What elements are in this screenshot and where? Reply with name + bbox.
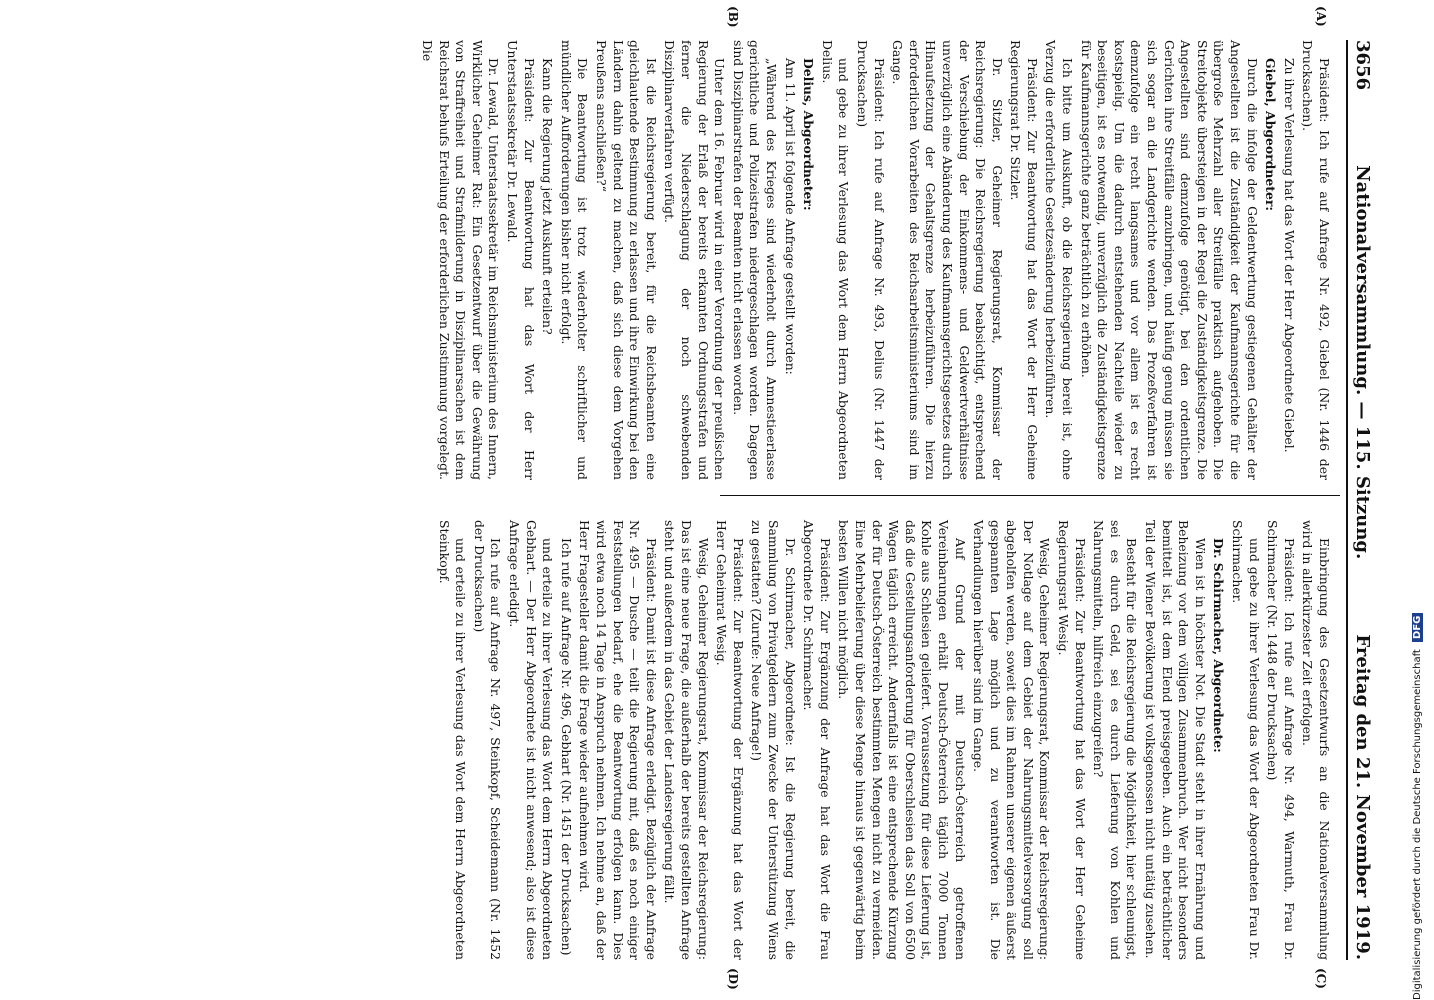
- paragraph: Präsident: Ich rufe auf Anfrage Nr. 493, Delius (Nr. 1447 der Drucksachen): [854, 40, 887, 480]
- paragraph: und gebe zu ihrer Verlesung das Wort der Abgeordneten Frau Dr. Schirmacher.: [1230, 520, 1262, 960]
- margin-marker-b: (B): [726, 6, 740, 28]
- paragraph: Wesig, Geheimer Regierungsrat, Kommissar der Reichsregierung: Das ist eine neue Frage, die außerhalb der bereits gestellten Anfrage steht und außerdem in das Gebiet der Landesregierung fällt.: [662, 520, 711, 960]
- paragraph: Präsident: Zur Ergänzung der Anfrage hat das Wort die Frau Abgeordnete Dr. Schirmacher.: [801, 520, 833, 960]
- dfg-badge: DFG: [1412, 613, 1423, 642]
- speaker-line: Giebel, Abgeordneter:: [1263, 58, 1279, 211]
- paragraph: Wien ist in höchster Not. Die Stadt steht in ihrer Ernährung und Beheizung vor dem völligen Zusammenbruch. Wer nicht besonders bemittelt ist, ist dem Elend preisgegeben. Auch ein beträchtlicher Teil der Wiener Bevölkerung ist volksgenossen nicht untätig zusehen.: [1143, 520, 1208, 960]
- paragraph: Zu ihrer Verlesung hat das Wort der Herr Abgeordnete Giebel.: [1281, 58, 1297, 453]
- paragraph: Einbringung des Gesetzentwurfs an die Nationalversammlung wird in allerkürzester Zeit erfolgen.: [1300, 520, 1332, 960]
- paragraph: Ich rufe auf Anfrage Nr. 497, Steinkopf, Scheidemann (Nr. 1452 der Drucksachen): [471, 520, 504, 960]
- footer-note: Digitalisierung gefördert durch die Deutsche Forschungsgemeinschaft: [1412, 649, 1423, 1000]
- paragraph: Besteht für die Reichsregierung die Möglichkeit, hier schleunigst, sei es durch Geld, sei es durch Lieferung von Kohlen und Nahrungsmitteln, hilfreich einzugreifen?: [1091, 520, 1140, 960]
- paragraph: Dr. Sitzler, Geheimer Regierungsrat, Kommissar der Reichsregierung: Die Reichsregierung beabsichtigt, entsprechend der Verschiebung der Einkommens- und Geldwertverhältnisse unverzüglich eine Abänderung des Kaufmannsgerichtsgesetzes durch Hinaufsetzung der Gehaltsgrenze herbeizuführen. Die hierzu erforderlichen Vorarbeiten des Reichsarbeitsministeriums sind im Gange.: [890, 40, 1005, 480]
- page-number: 3656: [1352, 40, 1373, 91]
- paragraph: Ich rufe auf Anfrage Nr. 496, Gebhart (Nr. 1451 der Drucksachen): [558, 538, 574, 956]
- paragraph: Durch die infolge der Geldentwertung gestiegenen Gehälter der Angestellten ist die Zuständigkeit der Kaufmannsgerichte für die übergroße Mehrzahl aller Streitfälle praktisch aufgehoben. Die Streitobjekte übersteigen in der Regel die Zuständigkeitsgrenze. Die Angestellten sind demzufolge genötigt, bei den ordentlichen Gerichten ihre Streitfälle anzubringen, und häufig genug müssen sie sich sogar an die Landgerichte wenden. Das Prozeßverfahren ist demzufolge ein recht langsames und vor allem ist es recht kostspielig. Um die dadurch entstehenden Nachteile wieder zu beseitigen, ist es notwendig, unverzüglich die Zuständigkeitsgrenze für Kaufmannsgerichte ganz beträchtlich zu erhöhen.: [1078, 40, 1260, 480]
- paragraph: Dr. Lewald, Unterstaatssekretär im Reichsministerium des Innern, Wirklicher Geheimer Rat: Ein Gesetzentwurf über die Gewährung von Straffreiheit und Strafmilderung in Disziplinarsachen ist dem Reichsrat behufs Erteilung der erforderlichen Zustimmung vorgelegt. Die: [420, 40, 502, 480]
- left-text-column: [417, 40, 1332, 480]
- paragraph: und gebe zu ihrer Verlesung das Wort dem Herrn Abgeordneten Delius.: [819, 40, 852, 480]
- paragraph: Präsident: Zur Beantwortung hat das Wort der Herr Unterstaatssekretär Dr. Lewald.: [505, 40, 537, 480]
- paragraph: Präsident: Zur Beantwortung der Ergänzung hat das Wort der Herr Geheimrat Wesig.: [714, 520, 746, 960]
- page-header: [1346, 40, 1380, 960]
- paragraph: Dr. Schirmacher, Abgeordnete: Ist die Regierung bereit, die Sammlung von Privatgeldern zum Zwecke der Unterstützung Wiens zu gestatten? (Zurufe: Neue Anfrage!): [749, 520, 798, 960]
- margin-marker-c: (C): [1314, 968, 1328, 989]
- paragraph: und erteile zu ihrer Verlesung das Wort dem Herrn Abgeordneten Gebhart. — Der Herr Abgeordnete ist nicht anwesend; also ist diese Anfrage erledigt.: [507, 520, 556, 960]
- paragraph: Präsident: Zur Beantwortung hat das Wort der Herr Geheime Regierungsrat Wesig.: [1056, 520, 1088, 960]
- margin-marker-d: (D): [726, 968, 740, 990]
- paragraph: und erteile zu ihrer Verlesung das Wort dem Herrn Abgeordneten Steinkopf.: [436, 520, 469, 960]
- paragraph: Präsident: Damit ist diese Anfrage erledigt. Bezüglich der Anfrage Nr. 495 — Dusche — teilt die Regierung mit, daß es noch einiger Feststellungen bedarf, ehe die Beantwortung erfolgen kann. Dies wird etwa noch 14 Tage in Anspruch nehmen. Ich nehme an, daß der Herr Fragesteller damit die Frage wieder aufnehmen wird.: [577, 520, 659, 960]
- paragraph: „Während des Krieges sind wiederholt durch Amnestieerlasse gerichtliche und Polizeistrafen niedergeschlagen worden. Dagegen sind Disziplinarstrafen der Beamten nicht erlassen worden.: [730, 40, 779, 480]
- paragraph: Präsident: Ich rufe auf Anfrage Nr. 492, Giebel (Nr. 1446 der Drucksachen).: [1300, 40, 1332, 480]
- paragraph: Präsident: Ich rufe auf Anfrage Nr. 494, Warmuth, Frau Dr. Schirmacher (Nr. 1448 der Drucksachen): [1265, 520, 1297, 960]
- session-title: Nationalversammlung. — 115. Sitzung.: [1352, 165, 1373, 560]
- paragraph: Ich bitte um Auskunft, ob die Reichsregierung bereit ist, ohne Verzug die erforderliche Gesetzesänderung herbeizuführen.: [1043, 40, 1076, 480]
- paragraph: Unter dem 16. Februar wird in einer Verordnung der preußischen Regierung der Erlaß der bereits erkannten Ordnungsstrafen und ferner die Niederschlagung der noch schwebenden Disziplinarverfahren verfügt.: [662, 40, 728, 480]
- digitization-footer: [1412, 613, 1423, 1000]
- session-date: Freitag den 21. November 1919.: [1352, 634, 1373, 960]
- paragraph: Wesig, Geheimer Regierungsrat, Kommissar der Reichsregierung: Der Notlage auf dem Gebiet der Nahrungsmittelversorgung soll abgeholfen werden, soweit dies im Rahmen unserer eigenen äußerst gespannten Lage möglich und zu verantworten ist. Die Verhandlungen hierüber sind im Gange.: [971, 520, 1053, 960]
- speaker-line: Delius, Abgeordneter:: [801, 58, 817, 211]
- paragraph: Ist die Reichsregierung bereit, für die Reichsbeamten eine gleichlautende Bestimmung zu erlassen und ihre Einwirkung bei den Ländern dahin geltend zu machen, daß sich diese dem Vorgehen Preußens anschließen?“: [594, 40, 659, 480]
- paragraph: Am 11. April ist folgende Anfrage gestellt worden:: [782, 58, 798, 375]
- paragraph: Präsident: Zur Beantwortung hat das Wort der Herr Geheime Regierungsrat Dr. Sitzler.: [1008, 40, 1040, 480]
- paragraph: Auf Grund der mit Deutsch-Österreich getroffenen Vereinbarungen erhält Deutsch-Österreich täglich 7000 Tonnen Kohle aus Schlesien geliefert. Voraussetzung für diese Lieferung ist, daß die Gestellungsanforderung für Oberschlesien das Soll von 6500 Wagen täglich erreicht. Andernfalls ist eine entsprechende Kürzung der für Deutsch-Österreich bestimmten Mengen nicht zu vermeiden. Eine Mehrbelieferung über diese Menge hinaus ist gegenwärtig beim besten Willen nicht möglich.: [836, 520, 968, 960]
- speaker-line: Dr. Schirmacher, Abgeordnete:: [1211, 538, 1227, 753]
- paragraph: Kann die Regierung jetzt Auskunft erteilen?: [540, 58, 556, 335]
- margin-marker-a: (A): [1314, 6, 1328, 27]
- right-text-column: [433, 520, 1332, 960]
- column-divider: [720, 495, 1340, 496]
- paragraph: Die Beantwortung ist trotz wiederholter schriftlicher und mündlicher Aufforderungen bisher nicht erfolgt.: [558, 40, 591, 480]
